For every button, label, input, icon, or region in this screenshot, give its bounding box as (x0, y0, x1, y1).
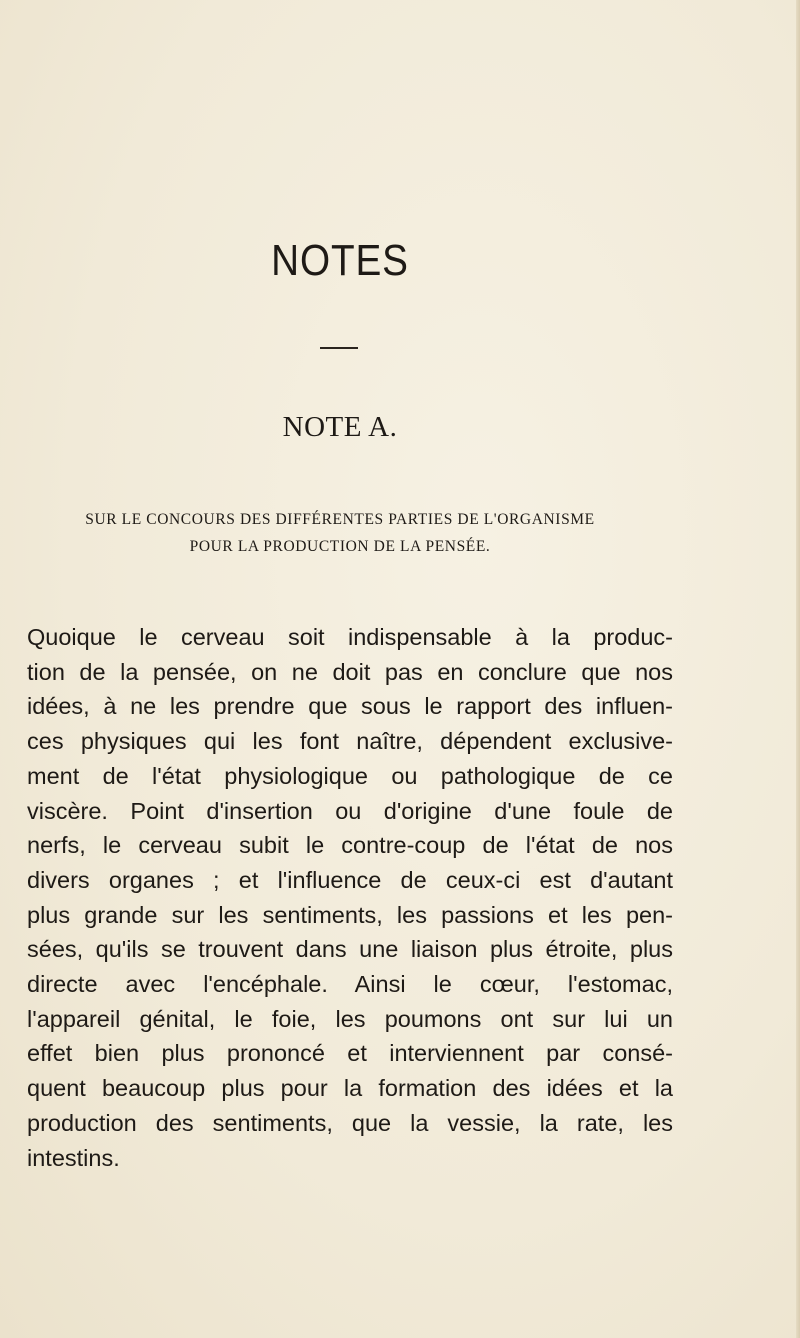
body-line: production des sentiments, que la vessie, la rate, les (27, 1109, 673, 1136)
body-line: plus grande sur les sentiments, les passions et les pen- (27, 901, 673, 928)
body-line: effet bien plus prononcé et interviennent par consé- (27, 1040, 673, 1067)
body-line: viscère. Point d'insertion ou d'origine d'une foule de (27, 797, 673, 824)
body-line: intestins. (27, 1144, 120, 1171)
body-line: tion de la pensée, on ne doit pas en conclure que nos (27, 658, 673, 685)
note-subtitle-line-1: SUR LE CONCOURS DES DIFFÉRENTES PARTIES DE L'ORGANISME (85, 511, 595, 528)
body-line: l'appareil génital, le foie, les poumons ont sur lui un (27, 1005, 673, 1032)
body-line: quent beaucoup plus pour la formation des idées et la (27, 1075, 673, 1102)
body-line: ces physiques qui les font naître, dépendent exclusive- (27, 728, 673, 755)
body-line: idées, à ne les prendre que sous le rapport des influen- (27, 693, 673, 720)
page-title: NOTES (271, 236, 409, 285)
body-line: Quoique le cerveau soit indispensable à la produc- (27, 624, 673, 650)
body-line: nerfs, le cerveau subit le contre-coup de l'état de nos (27, 832, 673, 859)
title-divider (320, 347, 358, 349)
body-line: sées, qu'ils se trouvent dans une liaison plus étroite, plus (27, 936, 673, 963)
body-line: ment de l'état physiologique ou pathologique de ce (27, 762, 673, 789)
body-line: divers organes ; et l'influence de ceux-ci est d'autant (27, 866, 673, 893)
body-paragraph (27, 620, 673, 1175)
page-edge (796, 0, 800, 1338)
note-subtitle-line-2: POUR LA PRODUCTION DE LA PENSÉE. (189, 538, 491, 555)
note-heading: NOTE A. (282, 411, 398, 443)
body-line: directe avec l'encéphale. Ainsi le cœur, l'estomac, (27, 971, 673, 998)
